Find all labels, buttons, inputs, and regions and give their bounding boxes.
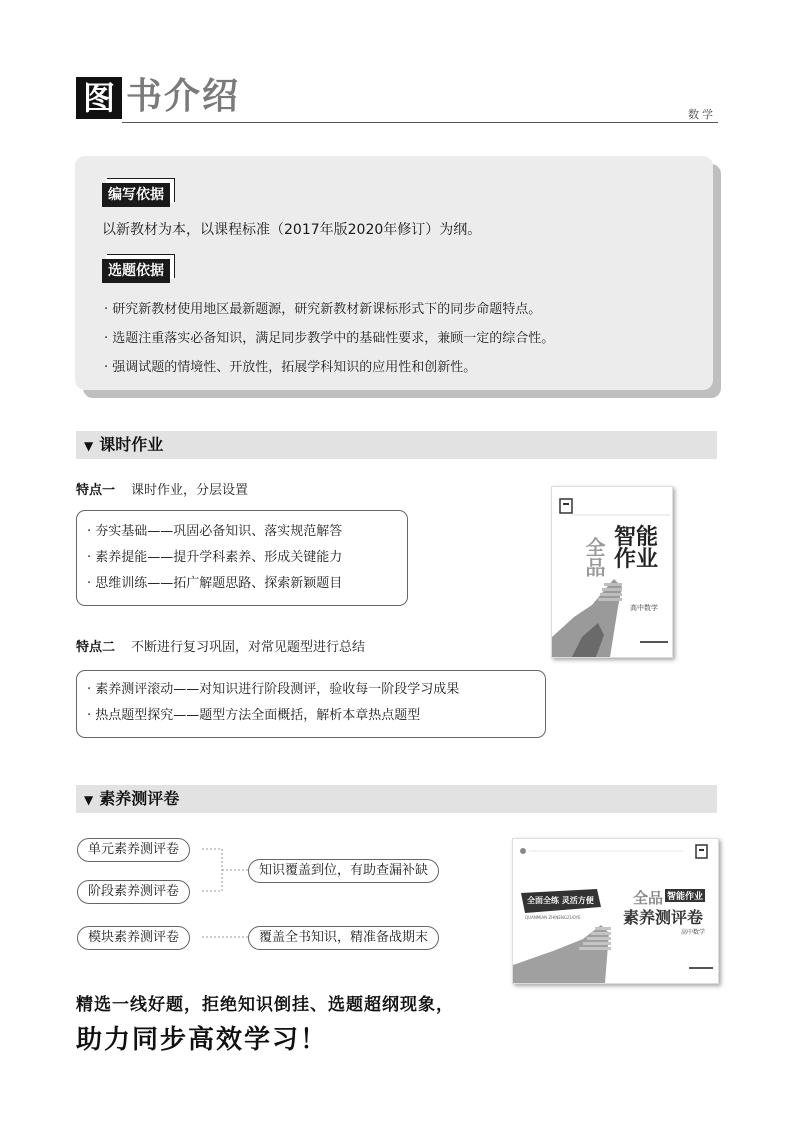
cover-brand: 全品 (633, 889, 664, 907)
feature1-label: 特点一 (76, 483, 116, 498)
slogan-line1: 精选一线好题，拒绝知识倒挂、选题超纲现象， (76, 995, 454, 1015)
subject-label: 数学 (688, 108, 716, 121)
selection-bullet: · 强调试题的情境性、开放性，拓展学科知识的应用性和创新性。 (104, 360, 477, 375)
title-first-char: 图 (76, 77, 122, 119)
list-item: · 素养提能——提升学科素养、形成关键能力 (87, 550, 343, 565)
selection-bullet: · 研究新教材使用地区最新题源，研究新教材新课标形式下的同步命题特点。 (104, 302, 542, 317)
selection-bullet: · 选题注重落实必备知识，满足同步教学中的基础性要求，兼顾一定的综合性。 (104, 331, 555, 346)
cover-banner: 全面全练 灵活方便 (527, 896, 594, 905)
test-type-module: 模块素养测评卷 (77, 926, 190, 950)
triangle-down-icon: ▼ (84, 793, 94, 807)
feature2-label: 特点二 (76, 640, 116, 655)
basis-tag: 编写依据 (102, 183, 170, 207)
section-title-homework: ▼ 课时作业 (84, 435, 164, 454)
cover-subtitle: 高中数学 (681, 929, 706, 936)
triangle-down-icon: ▼ (84, 439, 94, 453)
selection-tag: 选题依据 (102, 259, 170, 283)
basis-text: 以新教材为本，以课程标准（2017年版2020年修订）为纲。 (102, 222, 482, 238)
cover-subtitle: 高中数学 (630, 604, 658, 612)
test-desc-2: 覆盖全书知识，精准备战期末 (248, 926, 439, 950)
feature2-text: 不断进行复习巩固，对常见题型进行总结 (131, 640, 366, 655)
list-item: · 夯实基础——巩固必备知识、落实规范解答 (87, 524, 343, 539)
cover-brand: 全品 (582, 537, 606, 577)
cover-title: 素养测评卷 (623, 908, 704, 927)
list-item: · 热点题型探究——题型方法全面概括，解析本章热点题型 (87, 708, 421, 723)
section-title-tests: ▼ 素养测评卷 (84, 789, 180, 808)
list-item: · 素养测评滚动——对知识进行阶段测评，验收每一阶段学习成果 (87, 682, 460, 697)
test-type-unit: 单元素养测评卷 (77, 838, 190, 862)
cover-series: 智能作业 (665, 889, 705, 902)
page-title: 书介绍 (126, 76, 241, 117)
cover-pinyin: QUANMIAN ZHINENGZUOYE (525, 915, 581, 920)
test-desc-1: 知识覆盖到位，有助查漏补缺 (248, 859, 439, 883)
list-item: · 思维训练——拓广解题思路、探索新颖题目 (87, 576, 343, 591)
cover-title: 智能作业 (614, 525, 659, 572)
test-type-stage: 阶段素养测评卷 (77, 880, 190, 904)
book-cover-tests (512, 838, 719, 984)
slogan-line2: 助力同步高效学习！ (76, 1025, 329, 1055)
feature1-text: 课时作业，分层设置 (131, 483, 249, 498)
